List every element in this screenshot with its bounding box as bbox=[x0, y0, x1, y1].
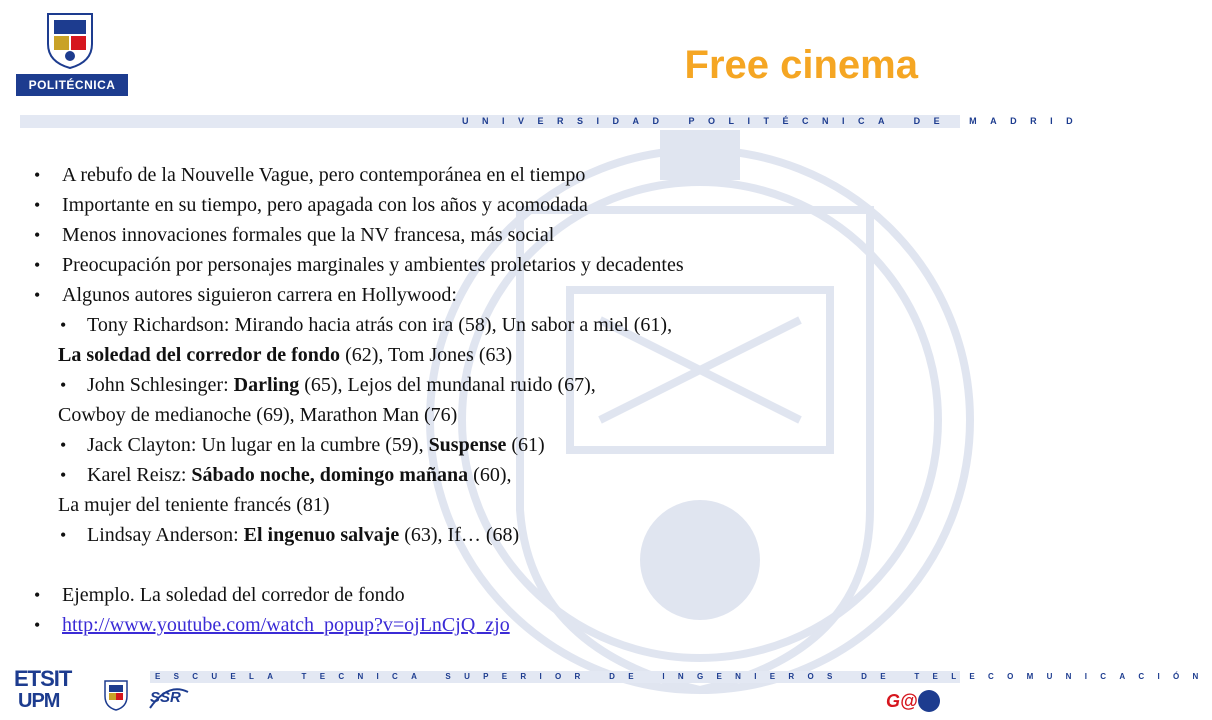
bullet-icon: • bbox=[60, 375, 67, 395]
sub-list-item-continuation bbox=[32, 340, 942, 370]
item-text: La mujer del teniente francés (81) bbox=[58, 494, 330, 516]
bullet-icon: • bbox=[60, 435, 67, 455]
item-text: Importante en su tiempo, pero apagada con los años y acomodada bbox=[62, 194, 588, 216]
bullet-icon: • bbox=[60, 525, 67, 545]
item-text: Menos innovaciones formales que la NV francesa, más social bbox=[62, 224, 555, 246]
list-item bbox=[32, 190, 942, 220]
sub-list-item bbox=[32, 520, 942, 550]
crest-icon bbox=[102, 678, 130, 712]
bullet-icon: • bbox=[60, 315, 67, 335]
item-text: A rebufo de la Nouvelle Vague, pero contemporánea en el tiempo bbox=[62, 164, 586, 186]
item-text: (61) bbox=[506, 434, 545, 456]
item-text: (60), bbox=[468, 464, 512, 486]
school-name: ESCUELA TECNICA SUPERIOR DE INGENIEROS DE TELECOMUNICACIÓN bbox=[155, 672, 1212, 681]
etsit-label: ETSIT bbox=[14, 666, 72, 691]
item-text: Karel Reisz: bbox=[87, 464, 192, 486]
sub-list-item bbox=[32, 310, 942, 340]
bullet-list bbox=[32, 160, 942, 640]
crest-icon bbox=[42, 10, 98, 70]
item-text: Cowboy de medianoche (69), Marathon Man (76) bbox=[58, 404, 458, 426]
ssr-logo: SSR bbox=[150, 689, 181, 706]
bullet-icon: • bbox=[34, 615, 41, 635]
list-item bbox=[32, 280, 942, 310]
gatv-logo: G@ bbox=[886, 691, 918, 711]
bullet-icon: • bbox=[34, 585, 41, 605]
sub-list-item-continuation bbox=[32, 490, 942, 520]
sub-list-item-continuation bbox=[32, 400, 942, 430]
upm-label: UPM bbox=[18, 690, 60, 712]
film-title: La soledad del corredor de fondo bbox=[58, 344, 341, 366]
list-item bbox=[32, 220, 942, 250]
bullet-icon: • bbox=[34, 195, 41, 215]
item-text: Tony Richardson: Mirando hacia atrás con ira (58), Un sabor a miel (61), bbox=[87, 314, 673, 336]
list-item bbox=[32, 250, 942, 280]
item-text: John Schlesinger: bbox=[87, 374, 234, 396]
spacer bbox=[32, 550, 942, 580]
list-item bbox=[32, 610, 942, 640]
sub-list-item bbox=[32, 460, 942, 490]
gatv-tv-icon bbox=[918, 690, 940, 712]
item-text: Algunos autores siguieron carrera en Hollywood: bbox=[62, 284, 457, 306]
item-text: Lindsay Anderson: bbox=[87, 524, 244, 546]
university-name: UNIVERSIDAD POLITÉCNICA DE MADRID bbox=[462, 116, 1087, 126]
slide-title: Free cinema bbox=[684, 43, 918, 87]
sub-list-item bbox=[32, 430, 942, 460]
youtube-link[interactable]: http://www.youtube.com/watch_popup?v=ojLnCjQ_zjo bbox=[62, 614, 510, 636]
list-item bbox=[32, 160, 942, 190]
bullet-icon: • bbox=[34, 285, 41, 305]
bullet-icon: • bbox=[34, 165, 41, 185]
bullet-icon: • bbox=[34, 225, 41, 245]
item-text: (63), If… (68) bbox=[399, 524, 520, 546]
item-text: Jack Clayton: Un lugar en la cumbre (59), bbox=[87, 434, 429, 456]
item-text: (65), Lejos del mundanal ruido (67), bbox=[299, 374, 596, 396]
film-title: Sábado noche, domingo mañana bbox=[191, 464, 469, 486]
item-text: (62), Tom Jones (63) bbox=[340, 344, 513, 366]
film-title: El ingenuo salvaje bbox=[243, 524, 400, 546]
film-title: Darling bbox=[233, 374, 300, 396]
logo-label: POLITÉCNICA bbox=[16, 74, 128, 96]
bullet-icon: • bbox=[60, 465, 67, 485]
politecnica-logo bbox=[12, 10, 130, 96]
list-item bbox=[32, 580, 942, 610]
sub-list-item bbox=[32, 370, 942, 400]
item-text: Preocupación por personajes marginales y ambientes proletarios y decadentes bbox=[62, 254, 684, 276]
bullet-icon: • bbox=[34, 255, 41, 275]
film-title: Suspense bbox=[428, 434, 507, 456]
item-text: Ejemplo. La soledad del corredor de fondo bbox=[62, 584, 405, 606]
